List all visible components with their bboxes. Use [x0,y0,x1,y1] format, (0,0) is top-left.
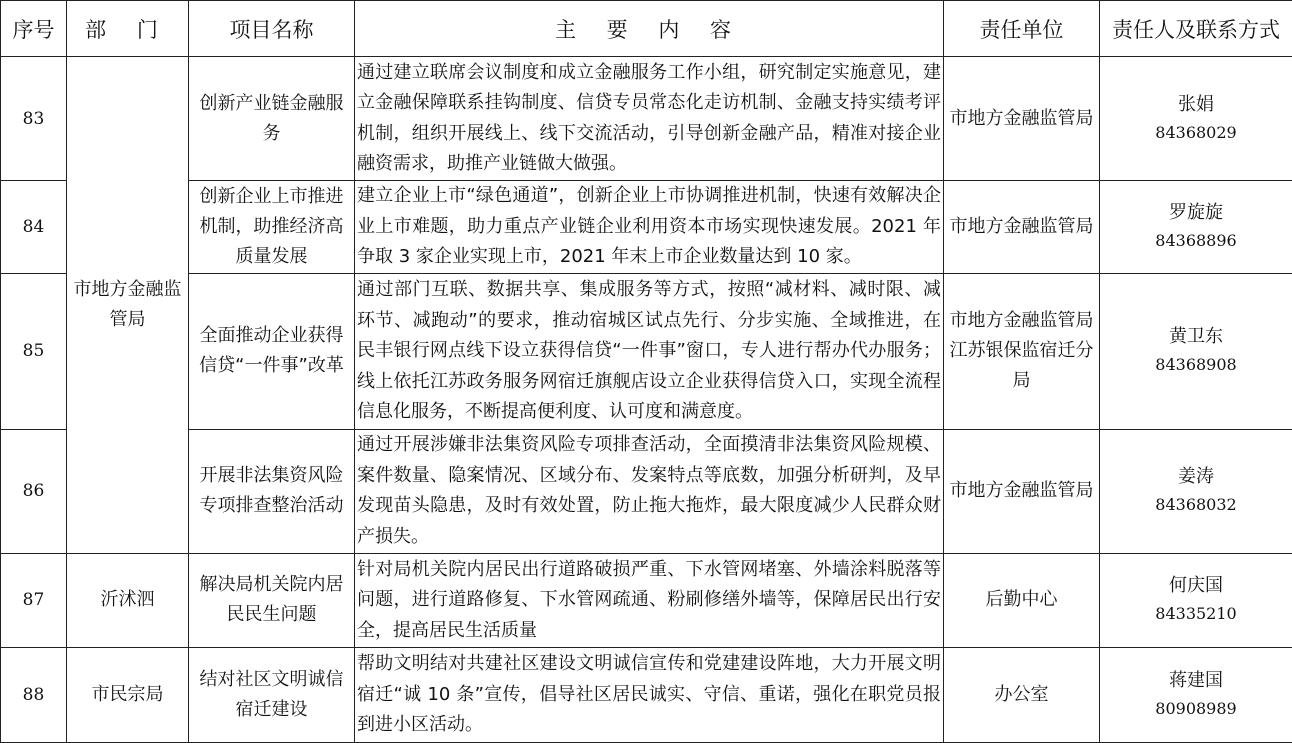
responsible-unit: 市地方金融监管局 [944,57,1100,181]
header-row [1,1,1292,57]
person-name: 蒋建国 [1169,669,1223,691]
row-number: 83 [1,57,67,181]
project-content: 帮助文明结对共建社区建设文明诚信宣传和党建建设阵地，大力开展文明宿迁“诚 10 条”宣传，倡导社区居民诚实、守信、重诺，强化在职党员报到进小区活动。 [355,647,944,742]
contact-person [1100,647,1292,742]
person-name: 何庆国 [1169,575,1223,597]
table-row [1,553,1292,647]
table-row [1,274,1292,429]
table-row [1,181,1292,274]
responsible-unit: 市地方金融监管局 [944,181,1100,274]
dept-cell: 市民宗局 [67,647,189,742]
responsible-unit: 市地方金融监管局 [944,429,1100,553]
project-name: 创新企业上市推进机制，助推经济高质量发展 [189,181,355,274]
project-name: 结对社区文明诚信宿迁建设 [189,647,355,742]
person-name: 姜涛 [1178,466,1214,488]
responsible-unit: 后勤中心 [944,553,1100,647]
header-project: 项目名称 [189,1,355,57]
row-number: 87 [1,553,67,647]
responsible-unit: 市地方金融监管局江苏银保监宿迁分局 [944,274,1100,429]
table-row [1,429,1292,553]
row-number: 88 [1,647,67,742]
header-dept: 部 门 [67,1,189,57]
dept-cell: 市地方金融监管局 [67,57,189,554]
row-number: 86 [1,429,67,553]
project-name: 全面推动企业获得信贷“一件事”改革 [189,274,355,429]
header-unit: 责任单位 [944,1,1100,57]
table-row [1,57,1292,181]
contact-person [1100,181,1292,274]
person-phone: 84368896 [1155,231,1237,251]
row-number: 85 [1,274,67,429]
header-seq: 序号 [1,1,67,57]
contact-person [1100,274,1292,429]
project-content: 通过部门互联、数据共享、集成服务等方式，按照“减材料、减时限、减环节、减跑动”的要求，推动宿城区试点先行、分步实施、全域推进，在民丰银行网点线下设立获得信贷“一件事”窗口，专人进行帮办代办服务；线上依托江苏政务服务网宿迁旗舰店设立企业获得信贷入口，实现全流程信息化服务，不断提高便利度、认可度和满意度。 [355,274,944,429]
row-number: 84 [1,181,67,274]
project-content: 通过开展涉嫌非法集资风险专项排查活动，全面摸清非法集资风险规模、案件数量、隐案情况、区域分布、发案特点等底数，加强分析研判，及早发现苗头隐患，及时有效处置，防止拖大拖炸，最大限度减少人民群众财产损失。 [355,429,944,553]
contact-person [1100,429,1292,553]
person-phone: 84368908 [1155,355,1237,375]
person-phone: 84368029 [1155,122,1237,142]
person-name: 罗旋旋 [1169,202,1223,224]
responsible-unit: 办公室 [944,647,1100,742]
dept-cell: 沂沭泗 [67,553,189,647]
project-content: 建立企业上市“绿色通道”，创新企业上市协调推进机制，快速有效解决企业上市难题，助力重点产业链企业利用资本市场实现快速发展。2021 年争取 3 家企业实现上市，2021 年末上市企业数量达到 10 家。 [355,181,944,274]
person-phone: 80908989 [1155,698,1237,718]
person-name: 黄卫东 [1169,326,1223,348]
project-content: 通过建立联席会议制度和成立金融服务工作小组，研究制定实施意见，建立金融保障联系挂钩制度、信贷专员常态化走访机制、金融支持实绩考评机制，组织开展线上、线下交流活动，引导创新金融产品，精准对接企业融资需求，助推产业链做大做强。 [355,57,944,181]
person-name: 张娟 [1178,93,1214,115]
project-name: 解决局机关院内居民民生问题 [189,553,355,647]
person-phone: 84368032 [1155,495,1237,515]
project-content: 针对局机关院内居民出行道路破损严重、下水管网堵塞、外墙涂料脱落等问题，进行道路修复、下水管网疏通、粉刷修缮外墙等，保障居民出行安全，提高居民生活质量 [355,553,944,647]
contact-person [1100,553,1292,647]
contact-person [1100,57,1292,181]
header-content: 主 要 内 容 [355,1,944,57]
project-name: 创新产业链金融服务 [189,57,355,181]
header-person: 责任人及联系方式 [1100,1,1292,57]
project-name: 开展非法集资风险专项排查整治活动 [189,429,355,553]
person-phone: 84335210 [1155,604,1237,624]
table-row [1,647,1292,742]
